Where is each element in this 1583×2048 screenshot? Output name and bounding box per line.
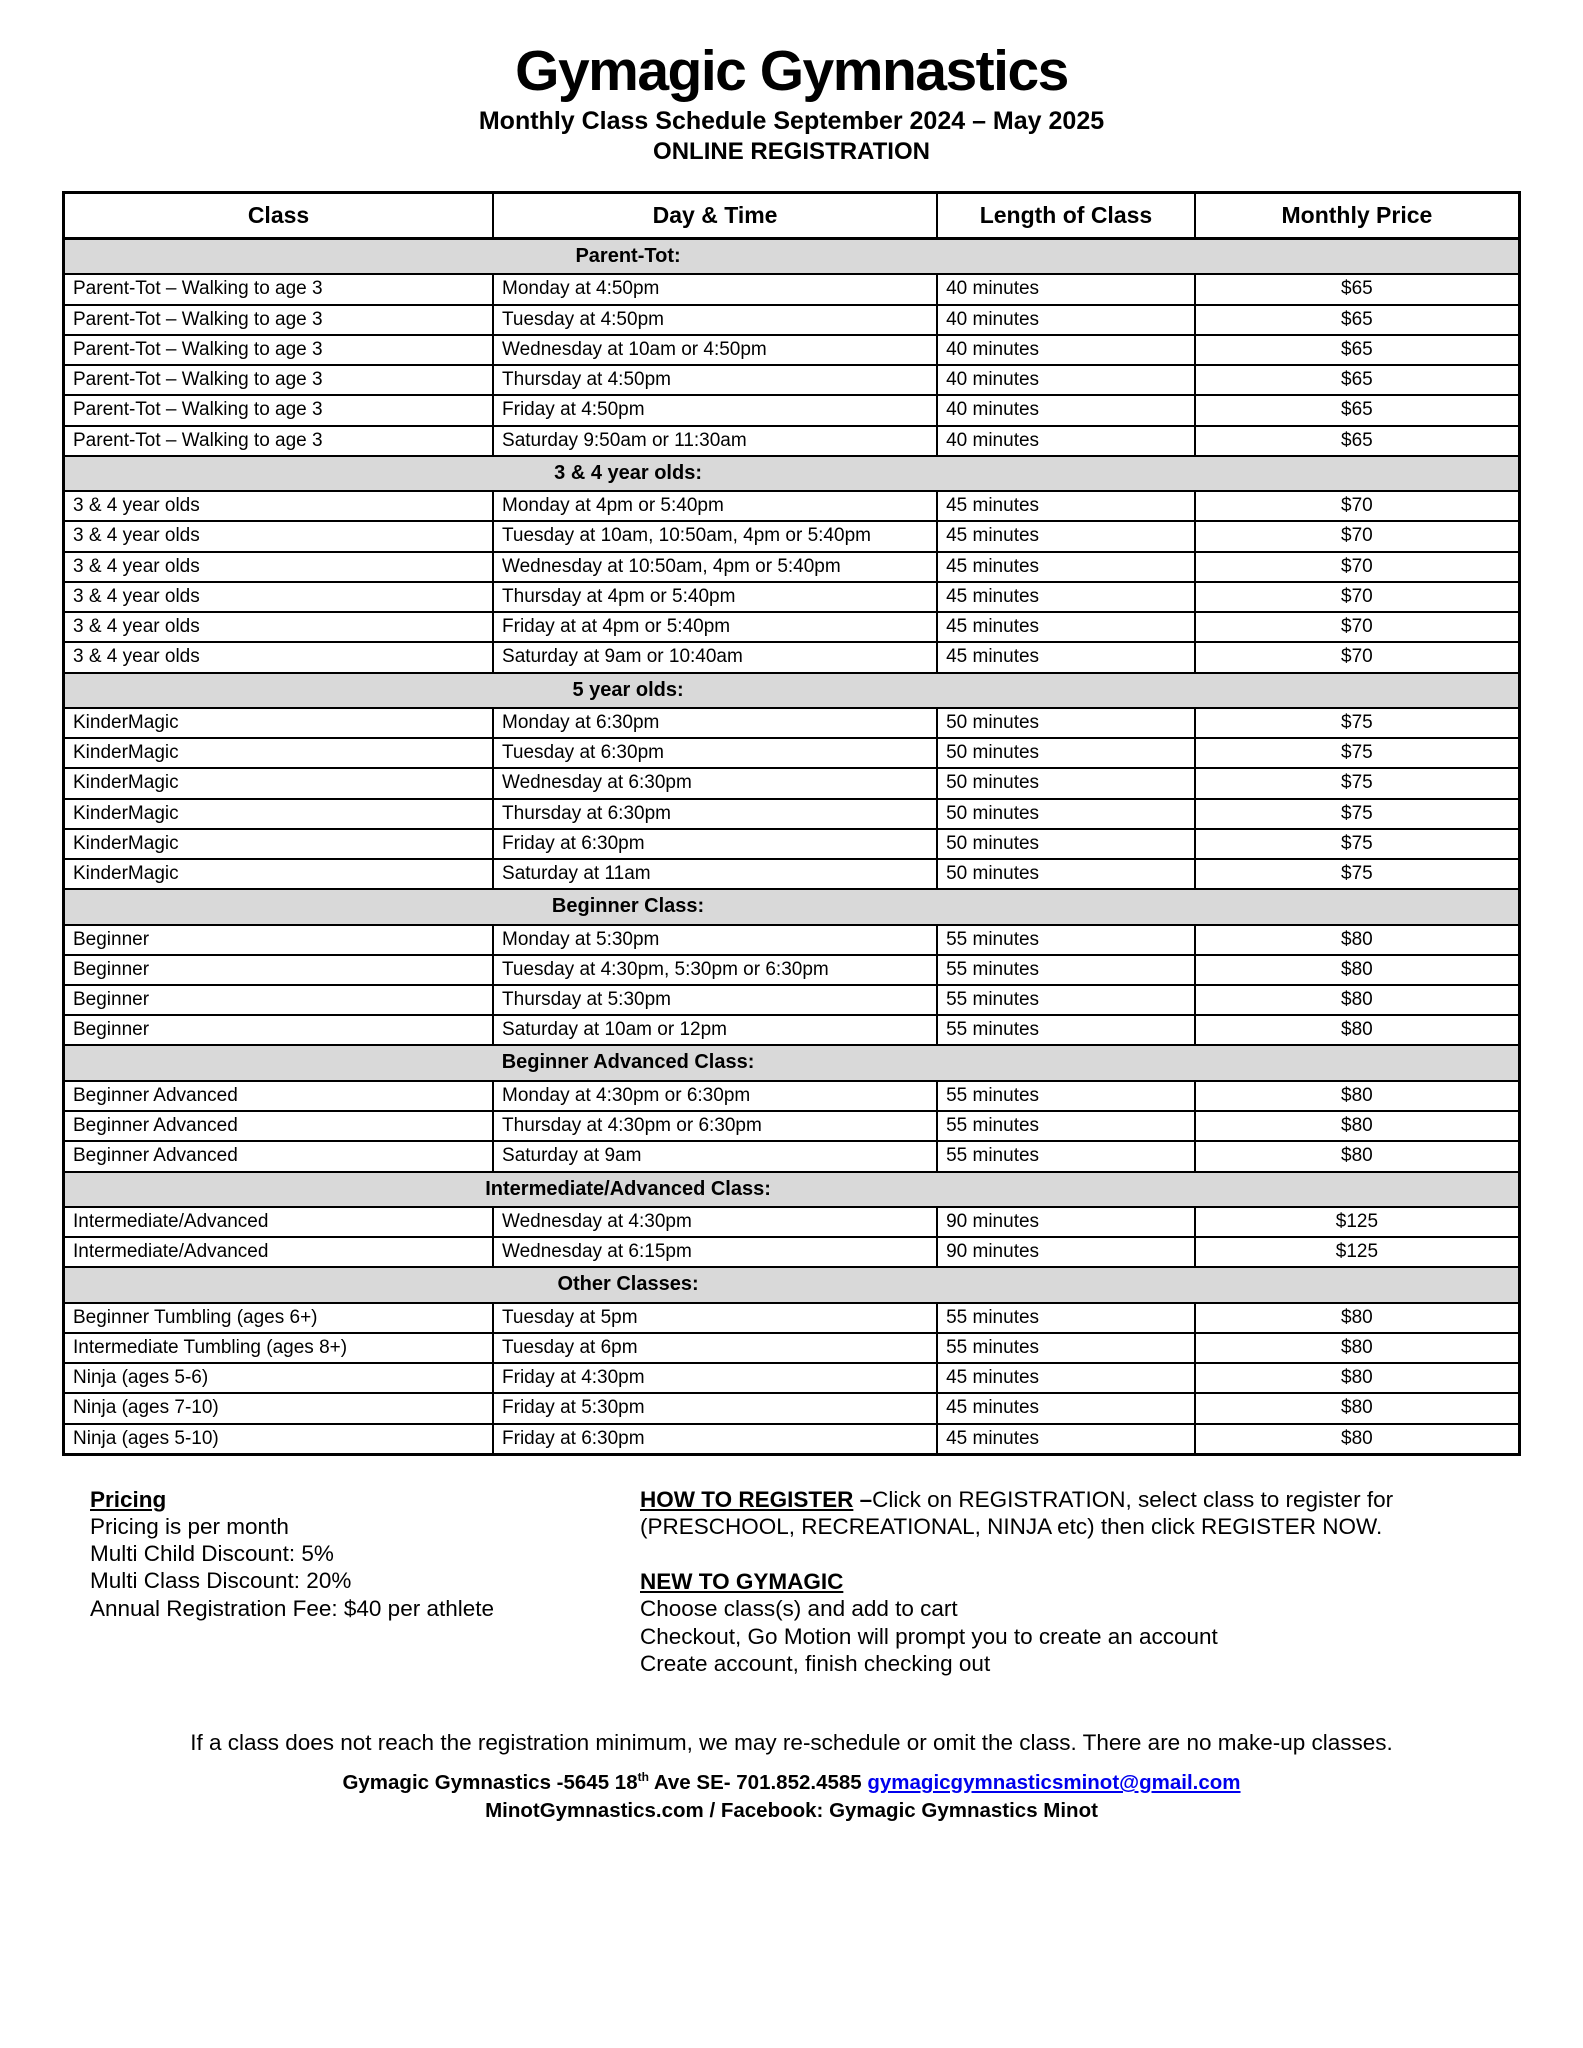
length-cell: 45 minutes — [937, 1363, 1195, 1393]
table-row — [64, 395, 1520, 425]
day-time-cell: Wednesday at 10am or 4:50pm — [493, 335, 937, 365]
length-cell: 40 minutes — [937, 274, 1195, 304]
table-row — [64, 829, 1520, 859]
day-time-cell: Monday at 4pm or 5:40pm — [493, 491, 937, 521]
length-cell: 45 minutes — [937, 642, 1195, 672]
class-cell: Parent-Tot – Walking to age 3 — [64, 274, 494, 304]
class-cell: 3 & 4 year olds — [64, 582, 494, 612]
class-cell: Beginner — [64, 925, 494, 955]
table-row — [64, 1424, 1520, 1455]
day-time-cell: Wednesday at 4:30pm — [493, 1207, 937, 1237]
class-cell: 3 & 4 year olds — [64, 642, 494, 672]
column-header: Monthly Price — [1195, 193, 1520, 239]
website-facebook-line: MinotGymnastics.com / Facebook: Gymagic Gymnastics Minot — [485, 1798, 1098, 1822]
class-cell: Beginner — [64, 985, 494, 1015]
class-cell: Intermediate/Advanced — [64, 1207, 494, 1237]
day-time-cell: Saturday at 11am — [493, 859, 937, 889]
table-row — [64, 612, 1520, 642]
price-cell: $80 — [1195, 1333, 1520, 1363]
day-time-cell: Monday at 4:30pm or 6:30pm — [493, 1081, 937, 1111]
length-cell: 40 minutes — [937, 365, 1195, 395]
price-cell: $65 — [1195, 274, 1520, 304]
class-cell: Ninja (ages 5-6) — [64, 1363, 494, 1393]
price-cell: $75 — [1195, 708, 1520, 738]
length-cell: 55 minutes — [937, 1111, 1195, 1141]
class-cell: Parent-Tot – Walking to age 3 — [64, 335, 494, 365]
day-time-cell: Monday at 4:50pm — [493, 274, 937, 304]
new-to-gymagic-lines — [640, 1595, 1410, 1677]
class-cell: Beginner — [64, 1015, 494, 1045]
table-row — [64, 1207, 1520, 1237]
length-cell: 55 minutes — [937, 1141, 1195, 1171]
section-header-row — [64, 1172, 1520, 1207]
length-cell: 45 minutes — [937, 582, 1195, 612]
no-makeup-note: If a class does not reach the registration minimum, we may re-schedule or omit the class. There are no make-up classes. — [190, 1730, 1393, 1756]
table-row — [64, 985, 1520, 1015]
new-to-gymagic-heading: NEW TO GYMAGIC — [640, 1569, 844, 1595]
day-time-cell: Wednesday at 6:15pm — [493, 1237, 937, 1267]
length-cell: 40 minutes — [937, 426, 1195, 456]
class-cell: Beginner Advanced — [64, 1111, 494, 1141]
pricing-heading: Pricing — [90, 1486, 167, 1512]
price-cell: $80 — [1195, 1081, 1520, 1111]
length-cell: 55 minutes — [937, 925, 1195, 955]
class-cell: 3 & 4 year olds — [64, 612, 494, 642]
info-section — [62, 1486, 1521, 1677]
day-time-cell: Wednesday at 6:30pm — [493, 768, 937, 798]
table-row — [64, 335, 1520, 365]
length-cell: 40 minutes — [937, 395, 1195, 425]
class-cell: KinderMagic — [64, 768, 494, 798]
section-header-label: 3 & 4 year olds: — [64, 456, 1520, 491]
table-row — [64, 1015, 1520, 1045]
contact-prefix: Gymagic Gymnastics -5645 18 — [342, 1771, 638, 1795]
class-cell: Intermediate Tumbling (ages 8+) — [64, 1333, 494, 1363]
class-cell: Beginner Advanced — [64, 1081, 494, 1111]
price-cell: $80 — [1195, 1393, 1520, 1423]
column-header: Class — [64, 193, 494, 239]
price-cell: $65 — [1195, 426, 1520, 456]
price-cell: $75 — [1195, 829, 1520, 859]
length-cell: 45 minutes — [937, 1393, 1195, 1423]
pricing-line: Multi Class Discount: 20% — [90, 1568, 352, 1594]
class-cell: Beginner Tumbling (ages 6+) — [64, 1303, 494, 1333]
day-time-cell: Monday at 6:30pm — [493, 708, 937, 738]
table-row — [64, 955, 1520, 985]
length-cell: 50 minutes — [937, 708, 1195, 738]
day-time-cell: Tuesday at 5pm — [493, 1303, 937, 1333]
section-header-label: 5 year olds: — [64, 673, 1520, 708]
how-to-register-paragraph — [640, 1486, 1410, 1540]
table-row — [64, 305, 1520, 335]
section-header-row — [64, 239, 1520, 275]
day-time-cell: Wednesday at 10:50am, 4pm or 5:40pm — [493, 552, 937, 582]
price-cell: $65 — [1195, 395, 1520, 425]
price-cell: $80 — [1195, 1111, 1520, 1141]
table-row — [64, 738, 1520, 768]
class-cell: 3 & 4 year olds — [64, 521, 494, 551]
day-time-cell: Friday at 4:50pm — [493, 395, 937, 425]
length-cell: 45 minutes — [937, 612, 1195, 642]
table-row — [64, 274, 1520, 304]
class-cell: 3 & 4 year olds — [64, 552, 494, 582]
price-cell: $80 — [1195, 925, 1520, 955]
day-time-cell: Friday at 6:30pm — [493, 1424, 937, 1455]
price-cell: $80 — [1195, 985, 1520, 1015]
day-time-cell: Friday at 6:30pm — [493, 829, 937, 859]
class-cell: KinderMagic — [64, 708, 494, 738]
online-registration-label: ONLINE REGISTRATION — [653, 138, 930, 166]
table-row — [64, 768, 1520, 798]
section-header-row — [64, 1045, 1520, 1080]
length-cell: 55 minutes — [937, 1015, 1195, 1045]
section-header-label: Other Classes: — [64, 1267, 1520, 1302]
day-time-cell: Saturday at 10am or 12pm — [493, 1015, 937, 1045]
day-time-cell: Thursday at 4:30pm or 6:30pm — [493, 1111, 937, 1141]
day-time-cell: Saturday at 9am or 10:40am — [493, 642, 937, 672]
new-to-gymagic-line: Choose class(s) and add to cart — [640, 1596, 958, 1622]
class-cell: Ninja (ages 5-10) — [64, 1424, 494, 1455]
length-cell: 50 minutes — [937, 768, 1195, 798]
email-link[interactable]: gymagicgymnasticsminot@gmail.com — [867, 1771, 1241, 1795]
contact-middle: Ave SE- 701.852.4585 — [648, 1771, 868, 1795]
length-cell: 50 minutes — [937, 859, 1195, 889]
day-time-cell: Friday at 4:30pm — [493, 1363, 937, 1393]
new-to-gymagic-line: Checkout, Go Motion will prompt you to create an account — [640, 1623, 1218, 1649]
length-cell: 45 minutes — [937, 521, 1195, 551]
table-row — [64, 521, 1520, 551]
how-to-register-dash: – — [853, 1486, 873, 1512]
price-cell: $65 — [1195, 305, 1520, 335]
page-title: Gymagic Gymnastics — [515, 39, 1068, 103]
day-time-cell: Thursday at 5:30pm — [493, 985, 937, 1015]
column-header: Length of Class — [937, 193, 1195, 239]
class-cell: 3 & 4 year olds — [64, 491, 494, 521]
price-cell: $70 — [1195, 491, 1520, 521]
new-to-gymagic-line: Create account, finish checking out — [640, 1650, 991, 1676]
length-cell: 45 minutes — [937, 1424, 1195, 1455]
class-cell: Beginner Advanced — [64, 1141, 494, 1171]
class-cell: Parent-Tot – Walking to age 3 — [64, 365, 494, 395]
class-cell: KinderMagic — [64, 829, 494, 859]
how-to-register-body: Click on REGISTRATION, select class to register for (PRESCHOOL, RECREATIONAL, NINJA etc) then click REGISTER NOW. — [640, 1486, 1394, 1540]
price-cell: $70 — [1195, 642, 1520, 672]
class-cell: Parent-Tot – Walking to age 3 — [64, 305, 494, 335]
table-row — [64, 1363, 1520, 1393]
length-cell: 50 minutes — [937, 738, 1195, 768]
length-cell: 45 minutes — [937, 552, 1195, 582]
table-row — [64, 426, 1520, 456]
contact-line — [62, 1770, 1521, 1797]
day-time-cell: Thursday at 4pm or 5:40pm — [493, 582, 937, 612]
price-cell: $80 — [1195, 1363, 1520, 1393]
pricing-line: Multi Child Discount: 5% — [90, 1541, 334, 1567]
day-time-cell: Tuesday at 4:50pm — [493, 305, 937, 335]
length-cell: 55 minutes — [937, 985, 1195, 1015]
table-row — [64, 708, 1520, 738]
day-time-cell: Tuesday at 4:30pm, 5:30pm or 6:30pm — [493, 955, 937, 985]
length-cell: 55 minutes — [937, 1303, 1195, 1333]
section-header-row — [64, 673, 1520, 708]
price-cell: $80 — [1195, 955, 1520, 985]
table-row — [64, 491, 1520, 521]
schedule-table-header-row — [64, 193, 1520, 239]
contact-ordinal-suffix: th — [637, 1770, 649, 1785]
section-header-label: Beginner Class: — [64, 889, 1520, 924]
table-row — [64, 1303, 1520, 1333]
class-cell: Ninja (ages 7-10) — [64, 1393, 494, 1423]
day-time-cell: Friday at 5:30pm — [493, 1393, 937, 1423]
table-row — [64, 642, 1520, 672]
price-cell: $65 — [1195, 365, 1520, 395]
length-cell: 40 minutes — [937, 335, 1195, 365]
table-row — [64, 552, 1520, 582]
class-cell: Beginner — [64, 955, 494, 985]
price-cell: $75 — [1195, 738, 1520, 768]
price-cell: $75 — [1195, 799, 1520, 829]
day-time-cell: Monday at 5:30pm — [493, 925, 937, 955]
pricing-lines — [90, 1513, 640, 1622]
class-cell: Intermediate/Advanced — [64, 1237, 494, 1267]
register-block — [640, 1486, 1410, 1677]
price-cell: $75 — [1195, 768, 1520, 798]
section-header-label: Parent-Tot: — [64, 239, 1520, 275]
length-cell: 55 minutes — [937, 1081, 1195, 1111]
class-schedule-table — [62, 191, 1521, 1456]
length-cell: 50 minutes — [937, 799, 1195, 829]
day-time-cell: Tuesday at 10am, 10:50am, 4pm or 5:40pm — [493, 521, 937, 551]
table-row — [64, 1333, 1520, 1363]
price-cell: $80 — [1195, 1303, 1520, 1333]
day-time-cell: Friday at at 4pm or 5:40pm — [493, 612, 937, 642]
section-header-row — [64, 1267, 1520, 1302]
price-cell: $125 — [1195, 1207, 1520, 1237]
table-row — [64, 365, 1520, 395]
schedule-subtitle: Monthly Class Schedule September 2024 – May 2025 — [478, 106, 1105, 135]
class-cell: Parent-Tot – Walking to age 3 — [64, 426, 494, 456]
price-cell: $80 — [1195, 1424, 1520, 1455]
class-cell: KinderMagic — [64, 738, 494, 768]
pricing-block — [62, 1486, 640, 1677]
length-cell: 55 minutes — [937, 955, 1195, 985]
length-cell: 90 minutes — [937, 1237, 1195, 1267]
table-row — [64, 1393, 1520, 1423]
class-cell: Parent-Tot – Walking to age 3 — [64, 395, 494, 425]
column-header: Day & Time — [493, 193, 937, 239]
table-row — [64, 925, 1520, 955]
length-cell: 45 minutes — [937, 491, 1195, 521]
day-time-cell: Thursday at 6:30pm — [493, 799, 937, 829]
table-row — [64, 1141, 1520, 1171]
price-cell: $65 — [1195, 335, 1520, 365]
section-header-label: Intermediate/Advanced Class: — [64, 1172, 1520, 1207]
length-cell: 40 minutes — [937, 305, 1195, 335]
section-header-row — [64, 456, 1520, 491]
day-time-cell: Thursday at 4:50pm — [493, 365, 937, 395]
table-row — [64, 1237, 1520, 1267]
length-cell: 50 minutes — [937, 829, 1195, 859]
table-row — [64, 1081, 1520, 1111]
document-header — [62, 39, 1521, 167]
class-cell: KinderMagic — [64, 859, 494, 889]
price-cell: $70 — [1195, 582, 1520, 612]
section-header-row — [64, 889, 1520, 924]
section-header-label: Beginner Advanced Class: — [64, 1045, 1520, 1080]
table-row — [64, 1111, 1520, 1141]
price-cell: $70 — [1195, 612, 1520, 642]
table-row — [64, 859, 1520, 889]
day-time-cell: Tuesday at 6pm — [493, 1333, 937, 1363]
pricing-line: Annual Registration Fee: $40 per athlete — [90, 1595, 495, 1621]
class-cell: KinderMagic — [64, 799, 494, 829]
price-cell: $125 — [1195, 1237, 1520, 1267]
pricing-line: Pricing is per month — [90, 1514, 289, 1540]
table-row — [64, 582, 1520, 612]
price-cell: $70 — [1195, 521, 1520, 551]
price-cell: $80 — [1195, 1015, 1520, 1045]
length-cell: 90 minutes — [937, 1207, 1195, 1237]
day-time-cell: Tuesday at 6:30pm — [493, 738, 937, 768]
day-time-cell: Saturday at 9am — [493, 1141, 937, 1171]
table-row — [64, 799, 1520, 829]
price-cell: $75 — [1195, 859, 1520, 889]
length-cell: 55 minutes — [937, 1333, 1195, 1363]
price-cell: $80 — [1195, 1141, 1520, 1171]
new-to-gymagic-block — [640, 1568, 1410, 1677]
day-time-cell: Saturday 9:50am or 11:30am — [493, 426, 937, 456]
how-to-register-heading: HOW TO REGISTER — [640, 1486, 854, 1512]
price-cell: $70 — [1195, 552, 1520, 582]
